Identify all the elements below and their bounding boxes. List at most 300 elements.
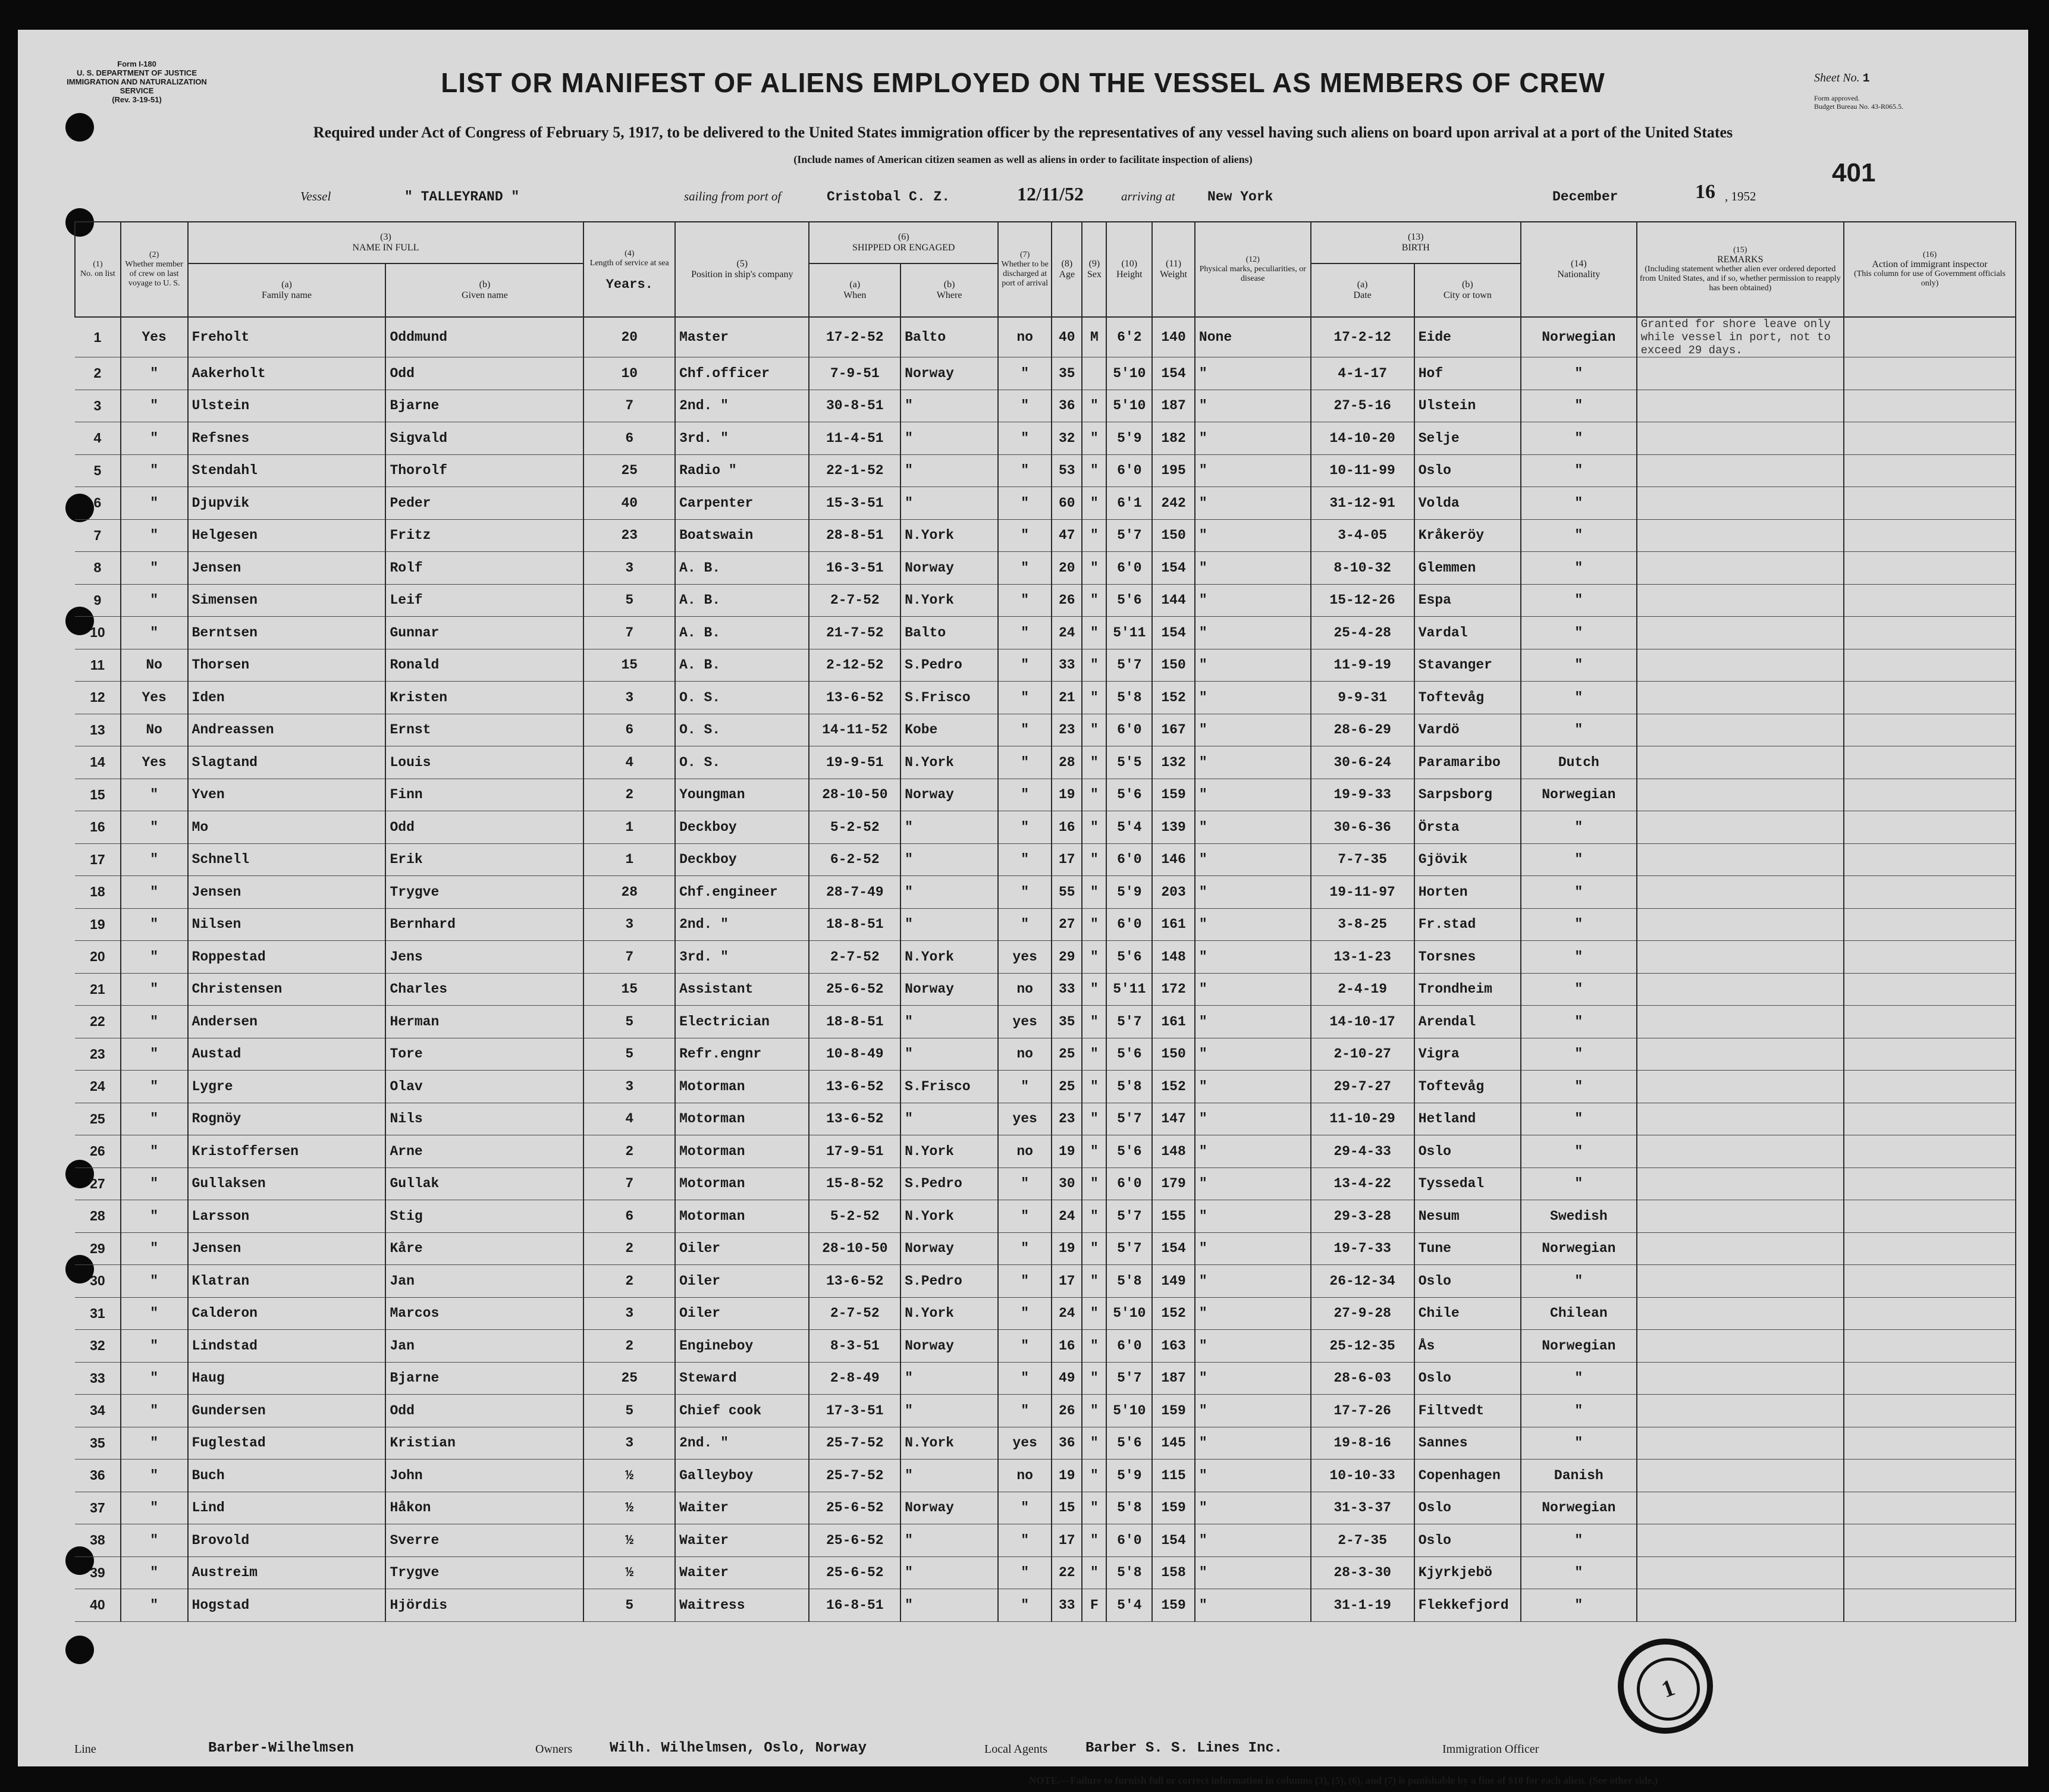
position-cell: Oiler (675, 1265, 809, 1298)
birth-city-cell: Sarpsborg (1414, 779, 1521, 811)
birth-city-cell: Espa (1414, 584, 1521, 617)
col-birth-date-header: (a) Date (1311, 263, 1414, 317)
given-name-cell: Nils (385, 1103, 583, 1135)
shipped-when-cell: 30-8-51 (809, 390, 900, 422)
given-name-cell: John (385, 1460, 583, 1492)
sex-cell: " (1082, 714, 1106, 746)
arrival-month: December (1552, 189, 1618, 205)
col-family-name-header: (a) Family name (188, 263, 386, 317)
physical-marks-cell: " (1195, 876, 1311, 909)
sex-cell: " (1082, 908, 1106, 941)
service-years-cell: 25 (583, 1362, 675, 1395)
position-cell: Waiter (675, 1492, 809, 1524)
manifest-sheet (18, 30, 2028, 1786)
previous-voyage-cell: " (121, 811, 188, 844)
nationality-cell: " (1521, 1427, 1637, 1460)
row-number-cell: 6 (75, 487, 121, 520)
shipped-where-cell: N.York (900, 746, 998, 779)
family-name-cell: Nilsen (188, 908, 386, 941)
row-number-cell: 5 (75, 454, 121, 487)
height-cell: 5'10 (1106, 1297, 1152, 1330)
discharge-cell: " (998, 390, 1052, 422)
table-row (75, 552, 2016, 585)
row-number-cell: 24 (75, 1071, 121, 1103)
weight-cell: 140 (1152, 317, 1195, 357)
shipped-where-cell: " (900, 1524, 998, 1557)
previous-voyage-cell: " (121, 1524, 188, 1557)
row-number-cell: 30 (75, 1265, 121, 1298)
physical-marks-cell: " (1195, 1265, 1311, 1298)
discharge-cell: " (998, 357, 1052, 390)
family-name-cell: Schnell (188, 843, 386, 876)
nationality-cell: " (1521, 1556, 1637, 1589)
row-number-cell: 12 (75, 682, 121, 714)
family-name-cell: Berntsen (188, 617, 386, 649)
shipped-when-cell: 2-7-52 (809, 584, 900, 617)
nationality-cell: " (1521, 422, 1637, 455)
penalty-note: NOTE.—Failure to furnish full or correct information in columns (3), (5), (6), and (7) is punishable by a fine of $10 for each alien. (See other side.) (1029, 1775, 1658, 1786)
birth-date-cell: 14-10-20 (1311, 422, 1414, 455)
height-cell: 5'9 (1106, 422, 1152, 455)
remarks-cell (1637, 519, 1844, 552)
previous-voyage-cell: " (121, 454, 188, 487)
previous-voyage-cell: " (121, 552, 188, 585)
shipped-when-cell: 25-6-52 (809, 1556, 900, 1589)
row-number-cell: 15 (75, 779, 121, 811)
service-years-cell: 3 (583, 552, 675, 585)
service-years-cell: 3 (583, 908, 675, 941)
given-name-cell: Jens (385, 941, 583, 974)
row-number-cell: 19 (75, 908, 121, 941)
height-cell: 5'9 (1106, 1460, 1152, 1492)
row-number-cell: 17 (75, 843, 121, 876)
age-cell: 36 (1052, 1427, 1082, 1460)
shipped-where-cell: " (900, 1395, 998, 1427)
weight-cell: 154 (1152, 1232, 1195, 1265)
row-number-cell: 39 (75, 1556, 121, 1589)
position-cell: Waiter (675, 1524, 809, 1557)
table-row (75, 519, 2016, 552)
weight-cell: 147 (1152, 1103, 1195, 1135)
age-cell: 20 (1052, 552, 1082, 585)
birth-city-cell: Vardal (1414, 617, 1521, 649)
shipped-when-cell: 13-6-52 (809, 1265, 900, 1298)
birth-city-cell: Arendal (1414, 1006, 1521, 1038)
age-cell: 35 (1052, 1006, 1082, 1038)
row-number-cell: 14 (75, 746, 121, 779)
sex-cell: " (1082, 1556, 1106, 1589)
family-name-cell: Kristoffersen (188, 1135, 386, 1168)
remarks-cell (1637, 1362, 1844, 1395)
remarks-cell (1637, 746, 1844, 779)
nationality-cell: " (1521, 357, 1637, 390)
height-cell: 5'5 (1106, 746, 1152, 779)
height-cell: 6'0 (1106, 1330, 1152, 1363)
family-name-cell: Rognöy (188, 1103, 386, 1135)
shipped-when-cell: 5-2-52 (809, 1200, 900, 1233)
position-cell: Motorman (675, 1135, 809, 1168)
budget-bureau: Budget Bureau No. 43-R065.5. (1814, 102, 1903, 111)
remarks-cell (1637, 1038, 1844, 1071)
col-discharge-header: (7) Whether to be discharged at port of arrival (998, 222, 1052, 317)
vessel-name: " TALLEYRAND " (404, 189, 520, 205)
height-cell: 5'10 (1106, 1395, 1152, 1427)
sex-cell: " (1082, 617, 1106, 649)
age-cell: 24 (1052, 1200, 1082, 1233)
sex-cell: " (1082, 941, 1106, 974)
age-cell: 35 (1052, 357, 1082, 390)
row-number-cell: 10 (75, 617, 121, 649)
row-number-cell: 29 (75, 1232, 121, 1265)
shipped-when-cell: 28-10-50 (809, 779, 900, 811)
position-cell: Steward (675, 1362, 809, 1395)
given-name-cell: Oddmund (385, 317, 583, 357)
position-cell: A. B. (675, 552, 809, 585)
position-cell: Assistant (675, 973, 809, 1006)
previous-voyage-cell: " (121, 1168, 188, 1200)
table-row (75, 422, 2016, 455)
remarks-cell (1637, 617, 1844, 649)
row-number-cell: 21 (75, 973, 121, 1006)
nationality-cell: " (1521, 617, 1637, 649)
sex-cell: " (1082, 390, 1106, 422)
table-row (75, 1168, 2016, 1200)
remarks-cell (1637, 584, 1844, 617)
birth-date-cell: 2-4-19 (1311, 973, 1414, 1006)
birth-city-cell: Oslo (1414, 1362, 1521, 1395)
physical-marks-cell: " (1195, 1200, 1311, 1233)
nationality-cell: " (1521, 584, 1637, 617)
height-cell: 5'4 (1106, 811, 1152, 844)
table-row (75, 317, 2016, 357)
row-number-cell: 2 (75, 357, 121, 390)
family-name-cell: Gundersen (188, 1395, 386, 1427)
col-marks-header: (12) Physical marks, peculiarities, or disease (1195, 222, 1311, 317)
remarks-cell (1637, 552, 1844, 585)
age-cell: 17 (1052, 1265, 1082, 1298)
previous-voyage-cell: " (121, 519, 188, 552)
previous-voyage-cell: " (121, 1297, 188, 1330)
service-years-cell: 3 (583, 1427, 675, 1460)
family-name-cell: Jensen (188, 1232, 386, 1265)
birth-date-cell: 28-6-03 (1311, 1362, 1414, 1395)
shipped-when-cell: 28-8-51 (809, 519, 900, 552)
birth-city-cell: Torsnes (1414, 941, 1521, 974)
height-cell: 5'9 (1106, 876, 1152, 909)
service-years-cell: 4 (583, 746, 675, 779)
shipped-where-cell: Norway (900, 552, 998, 585)
shipped-when-cell: 15-8-52 (809, 1168, 900, 1200)
sex-cell: " (1082, 519, 1106, 552)
physical-marks-cell: " (1195, 973, 1311, 1006)
physical-marks-cell: " (1195, 487, 1311, 520)
birth-date-cell: 11-9-19 (1311, 649, 1414, 682)
sex-cell: " (1082, 1460, 1106, 1492)
age-cell: 53 (1052, 454, 1082, 487)
given-name-cell: Odd (385, 811, 583, 844)
action-cell (1844, 1460, 2016, 1492)
action-cell (1844, 1589, 2016, 1622)
sex-cell: " (1082, 1006, 1106, 1038)
service-years-cell: 7 (583, 941, 675, 974)
service-years-cell: 6 (583, 422, 675, 455)
physical-marks-cell: " (1195, 519, 1311, 552)
family-name-cell: Buch (188, 1460, 386, 1492)
action-cell (1844, 1297, 2016, 1330)
previous-voyage-cell: " (121, 779, 188, 811)
physical-marks-cell: " (1195, 1168, 1311, 1200)
birth-date-cell: 31-1-19 (1311, 1589, 1414, 1622)
discharge-cell: " (998, 1524, 1052, 1557)
action-cell (1844, 649, 2016, 682)
age-cell: 32 (1052, 422, 1082, 455)
nationality-cell: " (1521, 714, 1637, 746)
physical-marks-cell: " (1195, 552, 1311, 585)
weight-cell: 179 (1152, 1168, 1195, 1200)
birth-city-cell: Hetland (1414, 1103, 1521, 1135)
family-name-cell: Ulstein (188, 390, 386, 422)
action-cell (1844, 1071, 2016, 1103)
given-name-cell: Leif (385, 584, 583, 617)
previous-voyage-cell: " (121, 973, 188, 1006)
weight-cell: 159 (1152, 1589, 1195, 1622)
table-row (75, 746, 2016, 779)
birth-city-cell: Oslo (1414, 1492, 1521, 1524)
birth-city-cell: Oslo (1414, 1265, 1521, 1298)
weight-cell: 149 (1152, 1265, 1195, 1298)
shipped-when-cell: 13-6-52 (809, 682, 900, 714)
birth-date-cell: 17-7-26 (1311, 1395, 1414, 1427)
nationality-cell: " (1521, 1006, 1637, 1038)
birth-city-cell: Paramaribo (1414, 746, 1521, 779)
service-years-cell: 2 (583, 1232, 675, 1265)
row-number-cell: 35 (75, 1427, 121, 1460)
nationality-cell: Swedish (1521, 1200, 1637, 1233)
shipped-where-cell: Balto (900, 617, 998, 649)
birth-date-cell: 29-7-27 (1311, 1071, 1414, 1103)
family-name-cell: Jensen (188, 876, 386, 909)
service-years-cell: 15 (583, 973, 675, 1006)
weight-cell: 158 (1152, 1556, 1195, 1589)
position-cell: O. S. (675, 682, 809, 714)
discharge-cell: " (998, 584, 1052, 617)
age-cell: 19 (1052, 1460, 1082, 1492)
birth-date-cell: 9-9-31 (1311, 682, 1414, 714)
sex-cell: " (1082, 811, 1106, 844)
remarks-cell (1637, 1556, 1844, 1589)
col-remarks-header: (15) REMARKS (Including statement whether alien ever ordered deported from United States, and if so, whether permission to reapply has been obtained) (1637, 222, 1844, 317)
shipped-when-cell: 7-9-51 (809, 357, 900, 390)
remarks-cell (1637, 714, 1844, 746)
service-years-cell: 1 (583, 811, 675, 844)
table-row (75, 1297, 2016, 1330)
table-row (75, 617, 2016, 649)
shipped-where-cell: " (900, 1103, 998, 1135)
shipped-where-cell: Norway (900, 1492, 998, 1524)
sex-cell: " (1082, 779, 1106, 811)
weight-cell: 187 (1152, 1362, 1195, 1395)
height-cell: 5'7 (1106, 1200, 1152, 1233)
height-cell: 6'1 (1106, 487, 1152, 520)
shipped-when-cell: 17-2-52 (809, 317, 900, 357)
previous-voyage-cell: " (121, 941, 188, 974)
subnote: (Include names of American citizen seamen as well as aliens in order to facilitate inspection of aliens) (793, 153, 1253, 165)
discharge-cell: " (998, 682, 1052, 714)
height-cell: 5'4 (1106, 1589, 1152, 1622)
col-nationality-header: (14) Nationality (1521, 222, 1637, 317)
action-cell (1844, 1492, 2016, 1524)
remarks-cell (1637, 1103, 1844, 1135)
sheet-number (1814, 71, 1870, 86)
given-name-cell: Rolf (385, 552, 583, 585)
nationality-cell: Dutch (1521, 746, 1637, 779)
discharge-cell: " (998, 714, 1052, 746)
family-name-cell: Stendahl (188, 454, 386, 487)
shipped-where-cell: N.York (900, 584, 998, 617)
remarks-cell (1637, 1135, 1844, 1168)
action-cell (1844, 1006, 2016, 1038)
given-name-cell: Odd (385, 1395, 583, 1427)
nationality-cell: Norwegian (1521, 1492, 1637, 1524)
age-cell: 33 (1052, 649, 1082, 682)
official-stamp (1618, 1639, 1713, 1734)
height-cell: 5'8 (1106, 682, 1152, 714)
discharge-cell: no (998, 317, 1052, 357)
height-cell: 6'2 (1106, 317, 1152, 357)
shipped-where-cell: N.York (900, 1135, 998, 1168)
discharge-cell: " (998, 1168, 1052, 1200)
action-cell (1844, 1135, 2016, 1168)
age-cell: 33 (1052, 1589, 1082, 1622)
col-birth-header: (13) BIRTH (1311, 222, 1521, 263)
height-cell: 5'6 (1106, 1427, 1152, 1460)
birth-date-cell: 13-1-23 (1311, 941, 1414, 974)
table-row (75, 1232, 2016, 1265)
position-cell: Engineboy (675, 1330, 809, 1363)
handwritten-date: 12/11/52 (1017, 183, 1084, 205)
row-number-cell: 7 (75, 519, 121, 552)
family-name-cell: Brovold (188, 1524, 386, 1557)
given-name-cell: Sigvald (385, 422, 583, 455)
sex-cell: " (1082, 1103, 1106, 1135)
shipped-where-cell: " (900, 876, 998, 909)
table-row (75, 1556, 2016, 1589)
age-cell: 16 (1052, 1330, 1082, 1363)
remarks-cell (1637, 422, 1844, 455)
shipped-where-cell: N.York (900, 1427, 998, 1460)
shipped-where-cell: " (900, 1006, 998, 1038)
discharge-cell: " (998, 908, 1052, 941)
discharge-cell: " (998, 876, 1052, 909)
action-cell (1844, 552, 2016, 585)
weight-cell: 132 (1152, 746, 1195, 779)
physical-marks-cell: " (1195, 1362, 1311, 1395)
nationality-cell: " (1521, 1168, 1637, 1200)
birth-date-cell: 25-4-28 (1311, 617, 1414, 649)
previous-voyage-cell: " (121, 876, 188, 909)
physical-marks-cell: " (1195, 908, 1311, 941)
col-action-header: (16) Action of immigrant inspector (This column for use of Government officials only) (1844, 222, 2016, 317)
discharge-cell: " (998, 1071, 1052, 1103)
physical-marks-cell: " (1195, 1038, 1311, 1071)
port-to: New York (1207, 189, 1273, 205)
nationality-cell: Norwegian (1521, 1232, 1637, 1265)
weight-cell: 161 (1152, 908, 1195, 941)
given-name-cell: Thorolf (385, 454, 583, 487)
remarks-cell (1637, 1006, 1844, 1038)
shipped-where-cell: " (900, 422, 998, 455)
row-number-cell: 8 (75, 552, 121, 585)
physical-marks-cell: " (1195, 357, 1311, 390)
position-cell: Deckboy (675, 811, 809, 844)
col-where-header: (b) Where (900, 263, 998, 317)
port-from: Cristobal C. Z. (827, 189, 950, 205)
page-title: LIST OR MANIFEST OF ALIENS EMPLOYED ON THE VESSEL AS MEMBERS OF CREW (441, 67, 1605, 98)
service: IMMIGRATION AND NATURALIZATION SERVICE (67, 77, 207, 95)
action-cell (1844, 746, 2016, 779)
shipped-when-cell: 25-7-52 (809, 1460, 900, 1492)
position-cell: Boatswain (675, 519, 809, 552)
discharge-cell: yes (998, 1103, 1052, 1135)
shipped-where-cell: Balto (900, 317, 998, 357)
shipped-when-cell: 18-8-51 (809, 1006, 900, 1038)
family-name-cell: Djupvik (188, 487, 386, 520)
sailing-label: sailing from port of (684, 189, 782, 203)
shipped-when-cell: 21-7-52 (809, 617, 900, 649)
discharge-cell: " (998, 1297, 1052, 1330)
height-cell: 5'6 (1106, 941, 1152, 974)
nationality-cell: " (1521, 682, 1637, 714)
birth-date-cell: 28-3-30 (1311, 1556, 1414, 1589)
discharge-cell: yes (998, 1006, 1052, 1038)
family-name-cell: Andreassen (188, 714, 386, 746)
given-name-cell: Charles (385, 973, 583, 1006)
birth-city-cell: Selje (1414, 422, 1521, 455)
discharge-cell: no (998, 1135, 1052, 1168)
age-cell: 17 (1052, 843, 1082, 876)
service-years-cell: 5 (583, 1006, 675, 1038)
nationality-cell: " (1521, 811, 1637, 844)
previous-voyage-cell: " (121, 422, 188, 455)
age-cell: 29 (1052, 941, 1082, 974)
age-cell: 60 (1052, 487, 1082, 520)
approval-label: Form approved. (1814, 94, 1860, 102)
col-age-header: (8) Age (1052, 222, 1082, 317)
action-cell (1844, 908, 2016, 941)
given-name-cell: Tore (385, 1038, 583, 1071)
weight-cell: 159 (1152, 1492, 1195, 1524)
remarks-cell (1637, 1297, 1844, 1330)
row-number-cell: 9 (75, 584, 121, 617)
age-cell: 19 (1052, 1135, 1082, 1168)
sex-cell: " (1082, 649, 1106, 682)
shipped-when-cell: 18-8-51 (809, 908, 900, 941)
given-name-cell: Odd (385, 357, 583, 390)
remarks-cell (1637, 843, 1844, 876)
shipped-where-cell: N.York (900, 941, 998, 974)
family-name-cell: Hogstad (188, 1589, 386, 1622)
sex-cell: M (1082, 317, 1106, 357)
shipped-when-cell: 2-8-49 (809, 1362, 900, 1395)
birth-city-cell: Ulstein (1414, 390, 1521, 422)
previous-voyage-cell: " (121, 1427, 188, 1460)
age-cell: 19 (1052, 779, 1082, 811)
previous-voyage-cell: " (121, 1589, 188, 1622)
table-row (75, 1071, 2016, 1103)
weight-cell: 161 (1152, 1006, 1195, 1038)
weight-cell: 150 (1152, 1038, 1195, 1071)
table-row (75, 1395, 2016, 1427)
